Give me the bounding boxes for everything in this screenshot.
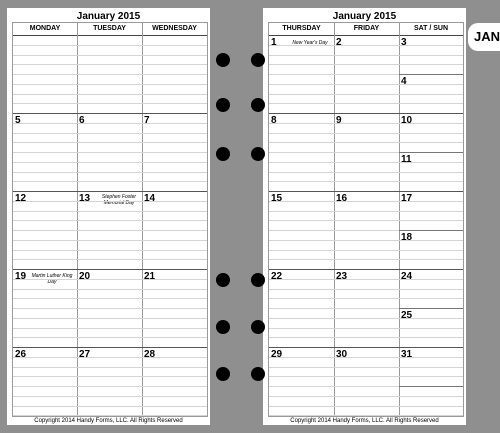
date-number: 7 — [144, 115, 150, 126]
punch-hole — [251, 320, 265, 334]
holiday-note: New Year's Day — [292, 40, 328, 46]
page-title: January 2015 — [332, 11, 397, 22]
date-number: 2 — [336, 37, 342, 48]
date-number: 20 — [79, 271, 91, 282]
date-number: 11 — [401, 154, 412, 165]
holiday-note: Martin Luther King Day — [31, 273, 73, 285]
date-number: 22 — [271, 271, 283, 282]
date-number: 31 — [401, 349, 413, 360]
date-number: 16 — [336, 193, 348, 204]
punch-hole — [216, 320, 230, 334]
day-header-wednesday: WEDNESDAY — [152, 25, 197, 32]
date-number: 4 — [401, 76, 407, 87]
punch-hole — [251, 273, 265, 287]
date-number: 23 — [336, 271, 348, 282]
date-number: 19 — [15, 271, 27, 282]
date-number: 13 — [79, 193, 91, 204]
month-tab[interactable]: JAN — [468, 23, 500, 51]
date-number: 21 — [144, 271, 156, 282]
punch-hole — [251, 53, 265, 67]
day-header-friday: FRIDAY — [353, 25, 380, 32]
punch-hole — [216, 367, 230, 381]
date-number: 26 — [15, 349, 27, 360]
copyright-notice: Copyright 2014 Handy Forms, LLC. All Rights Reserved — [34, 418, 183, 424]
date-number: 24 — [401, 271, 413, 282]
date-number: 10 — [401, 115, 413, 126]
page-title: January 2015 — [76, 11, 141, 22]
date-number: 30 — [336, 349, 348, 360]
punch-hole — [216, 147, 230, 161]
date-number: 28 — [144, 349, 156, 360]
date-number: 25 — [401, 310, 413, 321]
left-page — [7, 8, 210, 425]
calendar-grid — [268, 22, 464, 417]
date-number: 12 — [15, 193, 27, 204]
punch-hole — [216, 273, 230, 287]
date-number: 14 — [144, 193, 156, 204]
day-header-sat-sun: SAT / SUN — [413, 25, 449, 32]
copyright-notice: Copyright 2014 Handy Forms, LLC. All Rights Reserved — [290, 418, 439, 424]
day-header-row — [269, 23, 463, 36]
date-number: 3 — [401, 37, 407, 48]
punch-hole — [251, 367, 265, 381]
date-number: 27 — [79, 349, 91, 360]
punch-hole — [251, 98, 265, 112]
day-header-monday: MONDAY — [29, 25, 61, 32]
date-number: 17 — [401, 193, 413, 204]
date-number: 29 — [271, 349, 283, 360]
punch-hole — [216, 98, 230, 112]
date-number: 18 — [401, 232, 413, 243]
date-number: 5 — [15, 115, 21, 126]
date-number: 15 — [271, 193, 283, 204]
right-page — [263, 8, 466, 425]
day-header-thursday: THURSDAY — [282, 25, 321, 32]
calendar-grid — [12, 22, 208, 417]
day-header-tuesday: TUESDAY — [93, 25, 126, 32]
day-header-row — [13, 23, 207, 36]
holiday-note: Stephen Foster Memorial Day — [101, 194, 137, 206]
date-number: 9 — [336, 115, 342, 126]
date-number: 1 — [271, 37, 277, 48]
date-number: 8 — [271, 115, 277, 126]
date-number: 6 — [79, 115, 85, 126]
punch-hole — [251, 147, 265, 161]
punch-hole — [216, 53, 230, 67]
